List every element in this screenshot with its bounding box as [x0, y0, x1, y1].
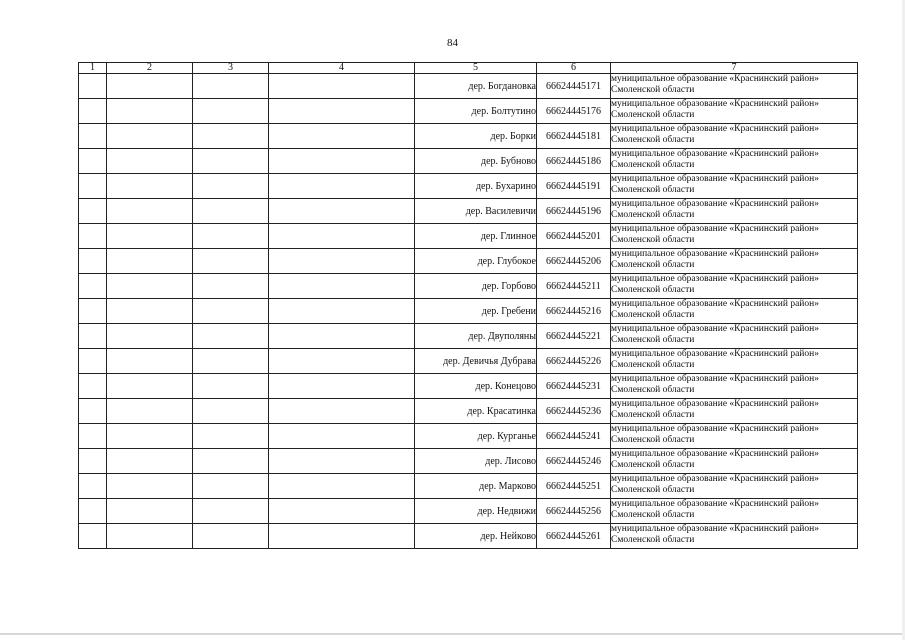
empty-cell — [193, 349, 269, 374]
empty-cell — [107, 399, 193, 424]
municipality-region: Смоленской области — [611, 335, 695, 345]
empty-cell — [79, 374, 107, 399]
empty-cell — [269, 524, 415, 549]
municipality-cell — [611, 474, 858, 499]
column-header-1: 1 — [79, 63, 107, 74]
column-header-3: 3 — [193, 63, 269, 74]
settlement-name: дер. Девичья Дубрава — [415, 349, 537, 374]
empty-cell — [269, 224, 415, 249]
empty-cell — [269, 374, 415, 399]
empty-cell — [269, 99, 415, 124]
settlement-name: дер. Конецово — [415, 374, 537, 399]
oktmo-code: 66624445231 — [537, 374, 611, 399]
municipality-name: муниципальное образование «Краснинский район» — [611, 324, 819, 334]
settlement-name: дер. Бубново — [415, 149, 537, 174]
empty-cell — [269, 299, 415, 324]
oktmo-code: 66624445186 — [537, 149, 611, 174]
table-row — [79, 399, 858, 424]
empty-cell — [269, 124, 415, 149]
municipality-region: Смоленской области — [611, 385, 695, 395]
municipality-cell — [611, 399, 858, 424]
empty-cell — [193, 324, 269, 349]
empty-cell — [107, 249, 193, 274]
municipality-cell — [611, 274, 858, 299]
empty-cell — [79, 149, 107, 174]
table-row — [79, 274, 858, 299]
municipality-region: Смоленской области — [611, 85, 695, 95]
empty-cell — [193, 299, 269, 324]
empty-cell — [193, 174, 269, 199]
empty-cell — [107, 149, 193, 174]
municipality-region: Смоленской области — [611, 535, 695, 545]
table-row — [79, 524, 858, 549]
empty-cell — [269, 474, 415, 499]
municipality-name: муниципальное образование «Краснинский район» — [611, 274, 819, 284]
municipality-region: Смоленской области — [611, 210, 695, 220]
empty-cell — [79, 199, 107, 224]
scan-bottom-edge — [0, 633, 905, 635]
empty-cell — [79, 224, 107, 249]
empty-cell — [79, 399, 107, 424]
oktmo-code: 66624445251 — [537, 474, 611, 499]
settlements-table — [78, 62, 858, 549]
column-header-6: 6 — [537, 63, 611, 74]
empty-cell — [79, 124, 107, 149]
table-row — [79, 449, 858, 474]
settlement-name: дер. Глинное — [415, 224, 537, 249]
oktmo-code: 66624445171 — [537, 74, 611, 99]
empty-cell — [193, 424, 269, 449]
empty-cell — [79, 449, 107, 474]
empty-cell — [107, 374, 193, 399]
municipality-region: Смоленской области — [611, 235, 695, 245]
empty-cell — [269, 349, 415, 374]
municipality-name: муниципальное образование «Краснинский район» — [611, 524, 819, 534]
column-header-7: 7 — [611, 63, 858, 74]
municipality-cell — [611, 99, 858, 124]
table-row — [79, 199, 858, 224]
municipality-name: муниципальное образование «Краснинский район» — [611, 149, 819, 159]
empty-cell — [193, 274, 269, 299]
empty-cell — [269, 324, 415, 349]
empty-cell — [193, 149, 269, 174]
table-row — [79, 424, 858, 449]
oktmo-code: 66624445201 — [537, 224, 611, 249]
oktmo-code: 66624445236 — [537, 399, 611, 424]
empty-cell — [79, 349, 107, 374]
municipality-cell — [611, 524, 858, 549]
empty-cell — [79, 324, 107, 349]
empty-cell — [269, 399, 415, 424]
municipality-cell — [611, 224, 858, 249]
settlement-name: дер. Лисово — [415, 449, 537, 474]
municipality-name: муниципальное образование «Краснинский район» — [611, 74, 819, 84]
empty-cell — [79, 174, 107, 199]
municipality-region: Смоленской области — [611, 135, 695, 145]
empty-cell — [107, 99, 193, 124]
table-row — [79, 99, 858, 124]
table-row — [79, 499, 858, 524]
empty-cell — [193, 99, 269, 124]
table-row — [79, 249, 858, 274]
table-row — [79, 124, 858, 149]
municipality-name: муниципальное образование «Краснинский район» — [611, 199, 819, 209]
municipality-cell — [611, 499, 858, 524]
oktmo-code: 66624445206 — [537, 249, 611, 274]
table-row — [79, 149, 858, 174]
settlement-name: дер. Гребени — [415, 299, 537, 324]
oktmo-code: 66624445181 — [537, 124, 611, 149]
oktmo-code: 66624445256 — [537, 499, 611, 524]
municipality-region: Смоленской области — [611, 110, 695, 120]
municipality-name: муниципальное образование «Краснинский район» — [611, 249, 819, 259]
municipality-region: Смоленской области — [611, 435, 695, 445]
empty-cell — [193, 399, 269, 424]
municipality-cell — [611, 324, 858, 349]
empty-cell — [107, 324, 193, 349]
municipality-cell — [611, 424, 858, 449]
settlement-name: дер. Горбово — [415, 274, 537, 299]
table-row — [79, 374, 858, 399]
settlement-name: дер. Богдановка — [415, 74, 537, 99]
oktmo-code: 66624445241 — [537, 424, 611, 449]
municipality-cell — [611, 299, 858, 324]
oktmo-code: 66624445221 — [537, 324, 611, 349]
municipality-name: муниципальное образование «Краснинский район» — [611, 224, 819, 234]
municipality-cell — [611, 199, 858, 224]
oktmo-code: 66624445226 — [537, 349, 611, 374]
empty-cell — [107, 199, 193, 224]
empty-cell — [193, 224, 269, 249]
municipality-cell — [611, 249, 858, 274]
settlement-name: дер. Болтутино — [415, 99, 537, 124]
table-header-row — [79, 63, 858, 74]
municipality-name: муниципальное образование «Краснинский район» — [611, 449, 819, 459]
municipality-cell — [611, 449, 858, 474]
empty-cell — [269, 274, 415, 299]
municipality-cell — [611, 74, 858, 99]
empty-cell — [193, 74, 269, 99]
municipality-name: муниципальное образование «Краснинский район» — [611, 499, 819, 509]
settlement-name: дер. Бухарино — [415, 174, 537, 199]
empty-cell — [79, 524, 107, 549]
municipality-name: муниципальное образование «Краснинский район» — [611, 174, 819, 184]
empty-cell — [193, 499, 269, 524]
oktmo-code: 66624445196 — [537, 199, 611, 224]
settlement-name: дер. Нейково — [415, 524, 537, 549]
municipality-cell — [611, 124, 858, 149]
empty-cell — [269, 424, 415, 449]
empty-cell — [269, 199, 415, 224]
municipality-name: муниципальное образование «Краснинский район» — [611, 399, 819, 409]
empty-cell — [193, 474, 269, 499]
empty-cell — [269, 149, 415, 174]
table-row — [79, 474, 858, 499]
oktmo-code: 66624445211 — [537, 274, 611, 299]
municipality-region: Смоленской области — [611, 410, 695, 420]
empty-cell — [107, 224, 193, 249]
empty-cell — [107, 274, 193, 299]
empty-cell — [193, 124, 269, 149]
empty-cell — [107, 524, 193, 549]
table-row — [79, 224, 858, 249]
empty-cell — [193, 449, 269, 474]
oktmo-code: 66624445191 — [537, 174, 611, 199]
empty-cell — [79, 299, 107, 324]
empty-cell — [107, 74, 193, 99]
oktmo-code: 66624445216 — [537, 299, 611, 324]
empty-cell — [269, 174, 415, 199]
municipality-region: Смоленской области — [611, 460, 695, 470]
empty-cell — [79, 249, 107, 274]
settlement-name: дер. Курганье — [415, 424, 537, 449]
municipality-name: муниципальное образование «Краснинский район» — [611, 349, 819, 359]
settlement-name: дер. Борки — [415, 124, 537, 149]
empty-cell — [79, 474, 107, 499]
municipality-name: муниципальное образование «Краснинский район» — [611, 424, 819, 434]
empty-cell — [269, 449, 415, 474]
municipality-cell — [611, 149, 858, 174]
page-number: 84 — [447, 37, 458, 49]
settlement-name: дер. Двуполяны — [415, 324, 537, 349]
empty-cell — [79, 74, 107, 99]
empty-cell — [107, 174, 193, 199]
municipality-name: муниципальное образование «Краснинский район» — [611, 124, 819, 134]
oktmo-code: 66624445246 — [537, 449, 611, 474]
empty-cell — [79, 99, 107, 124]
municipality-cell — [611, 374, 858, 399]
empty-cell — [79, 274, 107, 299]
municipality-name: муниципальное образование «Краснинский район» — [611, 474, 819, 484]
table-row — [79, 74, 858, 99]
municipality-name: муниципальное образование «Краснинский район» — [611, 374, 819, 384]
table-row — [79, 174, 858, 199]
empty-cell — [79, 424, 107, 449]
settlement-name: дер. Красатинка — [415, 399, 537, 424]
municipality-cell — [611, 349, 858, 374]
empty-cell — [193, 199, 269, 224]
table-row — [79, 324, 858, 349]
municipality-region: Смоленской области — [611, 285, 695, 295]
municipality-region: Смоленской области — [611, 160, 695, 170]
oktmo-code: 66624445176 — [537, 99, 611, 124]
empty-cell — [79, 499, 107, 524]
empty-cell — [107, 499, 193, 524]
table-body — [79, 74, 858, 549]
empty-cell — [269, 499, 415, 524]
oktmo-code: 66624445261 — [537, 524, 611, 549]
municipality-region: Смоленской области — [611, 185, 695, 195]
empty-cell — [107, 474, 193, 499]
empty-cell — [193, 524, 269, 549]
municipality-name: муниципальное образование «Краснинский район» — [611, 99, 819, 109]
settlement-name: дер. Глубокое — [415, 249, 537, 274]
municipality-name: муниципальное образование «Краснинский район» — [611, 299, 819, 309]
table-row — [79, 349, 858, 374]
empty-cell — [269, 249, 415, 274]
municipality-cell — [611, 174, 858, 199]
empty-cell — [107, 124, 193, 149]
empty-cell — [269, 74, 415, 99]
municipality-region: Смоленской области — [611, 360, 695, 370]
settlement-name: дер. Марково — [415, 474, 537, 499]
empty-cell — [107, 449, 193, 474]
column-header-5: 5 — [415, 63, 537, 74]
empty-cell — [107, 349, 193, 374]
settlement-name: дер. Недвижи — [415, 499, 537, 524]
table-row — [79, 299, 858, 324]
column-header-2: 2 — [107, 63, 193, 74]
empty-cell — [107, 299, 193, 324]
municipality-region: Смоленской области — [611, 485, 695, 495]
municipality-region: Смоленской области — [611, 260, 695, 270]
empty-cell — [193, 374, 269, 399]
settlement-name: дер. Василевичи — [415, 199, 537, 224]
empty-cell — [193, 249, 269, 274]
empty-cell — [107, 424, 193, 449]
municipality-region: Смоленской области — [611, 510, 695, 520]
column-header-4: 4 — [269, 63, 415, 74]
municipality-region: Смоленской области — [611, 310, 695, 320]
